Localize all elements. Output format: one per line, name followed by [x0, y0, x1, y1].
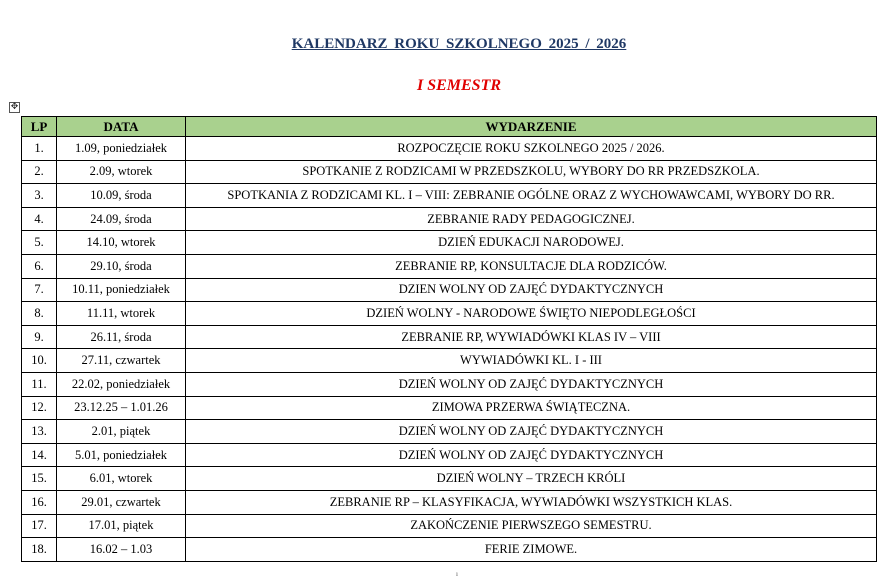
row-date-cell: 2.09, wtorek	[57, 160, 186, 184]
row-event-cell: ZEBRANIE RP, WYWIADÓWKI KLAS IV – VIII	[186, 325, 877, 349]
row-date-cell: 27.11, czwartek	[57, 349, 186, 373]
semester-heading: I SEMESTR	[416, 77, 502, 94]
row-lp-cell: 17.	[22, 514, 57, 538]
table-row	[22, 207, 877, 231]
row-lp-cell: 8.	[22, 302, 57, 326]
row-lp-cell: 5.	[22, 231, 57, 255]
row-event-cell: DZIEN WOLNY OD ZAJĘĆ DYDAKTYCZNYCH	[186, 278, 877, 302]
table-row	[22, 325, 877, 349]
row-lp-cell: 3.	[22, 184, 57, 208]
row-lp-cell: 6.	[22, 254, 57, 278]
row-event-cell: ZEBRANIE RP, KONSULTACJE DLA RODZICÓW.	[186, 254, 877, 278]
table-row	[22, 278, 877, 302]
table-row	[22, 443, 877, 467]
row-date-cell: 10.09, środa	[57, 184, 186, 208]
table-body	[22, 137, 877, 562]
row-date-cell: 29.01, czwartek	[57, 490, 186, 514]
row-lp-cell: 9.	[22, 325, 57, 349]
table-row	[22, 420, 877, 444]
row-date-cell: 11.11, wtorek	[57, 302, 186, 326]
table-row	[22, 302, 877, 326]
table-row	[22, 254, 877, 278]
header-lp: LP	[22, 117, 57, 137]
row-date-cell: 10.11, poniedziałek	[57, 278, 186, 302]
row-event-cell: DZIEŃ WOLNY - NARODOWE ŚWIĘTO NIEPODLEGŁOŚCI	[186, 302, 877, 326]
row-date-cell: 24.09, środa	[57, 207, 186, 231]
row-event-cell: ZIMOWA PRZERWA ŚWIĄTECZNA.	[186, 396, 877, 420]
row-lp-cell: 14.	[22, 443, 57, 467]
row-event-cell: ZEBRANIE RADY PEDAGOGICZNEJ.	[186, 207, 877, 231]
table-move-handle-icon[interactable]: ✥	[10, 102, 19, 112]
table-row	[22, 160, 877, 184]
row-date-cell: 16.02 – 1.03	[57, 538, 186, 562]
table-header-row	[22, 117, 877, 137]
row-lp-cell: 13.	[22, 420, 57, 444]
row-date-cell: 6.01, wtorek	[57, 467, 186, 491]
row-event-cell: SPOTKANIA Z RODZICAMI KL. I – VIII: ZEBRANIE OGÓLNE ORAZ Z WYCHOWAWCAMI, WYBORY DO RR.	[186, 184, 877, 208]
table-row	[22, 467, 877, 491]
table-row	[22, 349, 877, 373]
row-event-cell: ZAKOŃCZENIE PIERWSZEGO SEMESTRU.	[186, 514, 877, 538]
table-row	[22, 137, 877, 161]
header-date: DATA	[57, 117, 186, 137]
row-date-cell: 22.02, poniedziałek	[57, 372, 186, 396]
row-event-cell: WYWIADÓWKI KL. I - III	[186, 349, 877, 373]
row-event-cell: DZIEŃ WOLNY OD ZAJĘĆ DYDAKTYCZNYCH	[186, 420, 877, 444]
row-lp-cell: 1.	[22, 137, 57, 161]
row-date-cell: 17.01, piątek	[57, 514, 186, 538]
row-event-cell: SPOTKANIE Z RODZICAMI W PRZEDSZKOLU, WYBORY DO RR PRZEDSZKOLA.	[186, 160, 877, 184]
row-event-cell: DZIEŃ WOLNY OD ZAJĘĆ DYDAKTYCZNYCH	[186, 372, 877, 396]
row-date-cell: 5.01, poniedziałek	[57, 443, 186, 467]
row-date-cell: 26.11, środa	[57, 325, 186, 349]
header-event: WYDARZENIE	[186, 117, 877, 137]
row-date-cell: 2.01, piątek	[57, 420, 186, 444]
page-title: KALENDARZ ROKU SZKOLNEGO 2025 / 2026	[291, 36, 627, 52]
row-lp-cell: 10.	[22, 349, 57, 373]
row-lp-cell: 11.	[22, 372, 57, 396]
row-lp-cell: 15.	[22, 467, 57, 491]
table-row	[22, 372, 877, 396]
row-lp-cell: 4.	[22, 207, 57, 231]
row-date-cell: 14.10, wtorek	[57, 231, 186, 255]
page-marker: ı	[456, 570, 458, 578]
row-lp-cell: 16.	[22, 490, 57, 514]
row-event-cell: ROZPOCZĘCIE ROKU SZKOLNEGO 2025 / 2026.	[186, 137, 877, 161]
table-row	[22, 538, 877, 562]
row-date-cell: 23.12.25 – 1.01.26	[57, 396, 186, 420]
row-lp-cell: 18.	[22, 538, 57, 562]
row-event-cell: DZIEŃ WOLNY – TRZECH KRÓLI	[186, 467, 877, 491]
row-event-cell: ZEBRANIE RP – KLASYFIKACJA, WYWIADÓWKI WSZYSTKICH KLAS.	[186, 490, 877, 514]
row-date-cell: 1.09, poniedziałek	[57, 137, 186, 161]
row-event-cell: FERIE ZIMOWE.	[186, 538, 877, 562]
table-row	[22, 514, 877, 538]
row-lp-cell: 12.	[22, 396, 57, 420]
calendar-table	[21, 116, 877, 562]
row-event-cell: DZIEŃ WOLNY OD ZAJĘĆ DYDAKTYCZNYCH	[186, 443, 877, 467]
table-row	[22, 184, 877, 208]
table-row	[22, 396, 877, 420]
row-lp-cell: 2.	[22, 160, 57, 184]
row-date-cell: 29.10, środa	[57, 254, 186, 278]
row-lp-cell: 7.	[22, 278, 57, 302]
row-event-cell: DZIEŃ EDUKACJI NARODOWEJ.	[186, 231, 877, 255]
table-row	[22, 231, 877, 255]
table-row	[22, 490, 877, 514]
